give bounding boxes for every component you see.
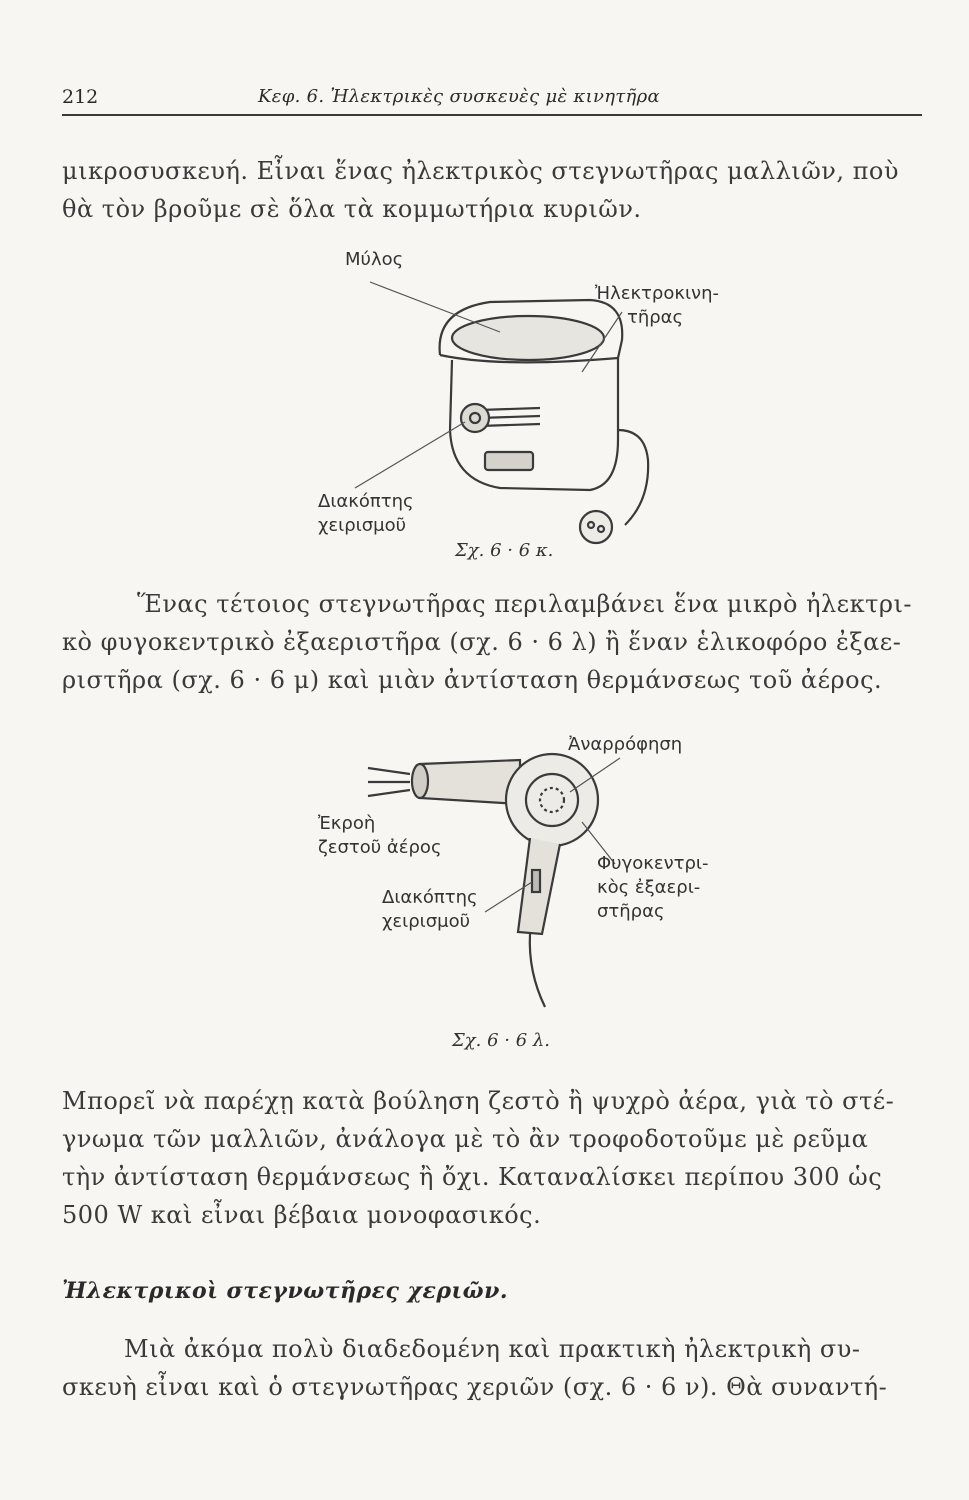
paragraph-3 bbox=[62, 1082, 932, 1234]
label-line: χειρισμοῦ bbox=[318, 515, 407, 536]
paragraph-2 bbox=[62, 585, 932, 699]
page-number: 212 bbox=[62, 86, 99, 108]
label-line: Ἠλεκτροκινη- bbox=[595, 283, 719, 304]
text-line: μικροσυσκευή. Εἶναι ἕνας ἠλεκτρικὸς στεγνωτῆρας μαλλιῶν, ποὺ bbox=[62, 157, 899, 185]
text-line: κὸ φυγοκεντρικὸ ἐξαεριστῆρα (σχ. 6 · 6 λ) ἢ ἕναν ἑλικοφόρο ἐξαε- bbox=[62, 628, 902, 656]
label-intake: Ἀναρρόφηση bbox=[568, 734, 683, 755]
label-motor bbox=[595, 282, 719, 330]
section-heading: Ἠλεκτρικοὶ στεγνωτῆρες χεριῶν. bbox=[62, 1278, 509, 1304]
pointer-line-hood bbox=[370, 282, 500, 332]
text-line: γνωμα τῶν μαλλιῶν, ἀνάλογα μὲ τὸ ἂν τροφοδοτοῦμε μὲ ρεῦμα bbox=[62, 1125, 869, 1153]
paragraph-1 bbox=[62, 152, 932, 228]
label-line: κὸς ἐξαερι- bbox=[597, 877, 701, 898]
text-line: τὴν ἀντίσταση θερμάνσεως ἢ ὄχι. Καταναλίσκει περίπου 300 ὡς bbox=[62, 1163, 883, 1191]
running-head: Κεφ. 6. Ἠλεκτρικὲς συσκευὲς μὲ κινητῆρα bbox=[258, 86, 660, 107]
pointer-line-switch bbox=[355, 422, 465, 488]
figure-caption: Σχ. 6 · 6 κ. bbox=[455, 540, 554, 561]
label-line: Διακόπτης bbox=[382, 887, 478, 908]
text-line: Μπορεῖ νὰ παρέχῃ κατὰ βούληση ζεστὸ ἢ ψυχρὸ ἀέρα, γιὰ τὸ στέ- bbox=[62, 1087, 895, 1115]
dryer-body-illustration bbox=[440, 300, 649, 543]
dryer-gun-illustration bbox=[368, 754, 598, 1007]
figure-caption: Σχ. 6 · 6 λ. bbox=[452, 1030, 550, 1051]
paragraph-4 bbox=[62, 1330, 932, 1406]
text-line: σκευὴ εἶναι καὶ ὁ στεγνωτῆρας χεριῶν (σχ. 6 · 6 ν). Θὰ συναντή- bbox=[62, 1373, 888, 1401]
text-line: θὰ τὸν βροῦμε σὲ ὅλα τὰ κομμωτήρια κυριῶν. bbox=[62, 195, 642, 223]
text-line: ριστῆρα (σχ. 6 · 6 μ) καὶ μιὰν ἀντίσταση θερμάνσεως τοῦ ἀέρος. bbox=[62, 666, 883, 694]
label-fan bbox=[597, 852, 709, 924]
label-line: στῆρας bbox=[597, 901, 665, 922]
text-line: 500 W καὶ εἶναι βέβαια μονοφασικός. bbox=[62, 1201, 542, 1229]
text-line: Ἕνας τέτοιος στεγνωτῆρας περιλαμβάνει ἕνα μικρὸ ἠλεκτρι- bbox=[137, 590, 913, 618]
text-line: Μιὰ ἀκόμα πολὺ διαδεδομένη καὶ πρακτικὴ ἠλεκτρικὴ συ- bbox=[124, 1335, 861, 1363]
label-line: Διακόπτης bbox=[318, 491, 414, 512]
label-switch bbox=[318, 490, 414, 538]
label-line: τῆρας bbox=[627, 307, 684, 328]
label-switch-2 bbox=[382, 886, 478, 934]
label-line: χειρισμοῦ bbox=[382, 911, 471, 932]
label-line: Ἐκροὴ bbox=[318, 813, 376, 834]
label-hood: Μύλος bbox=[345, 249, 404, 270]
label-line: Φυγοκεντρι- bbox=[597, 853, 709, 874]
label-outflow bbox=[318, 812, 442, 860]
page-header bbox=[62, 82, 922, 116]
label-line: ζεστοῦ ἀέρος bbox=[318, 837, 442, 858]
